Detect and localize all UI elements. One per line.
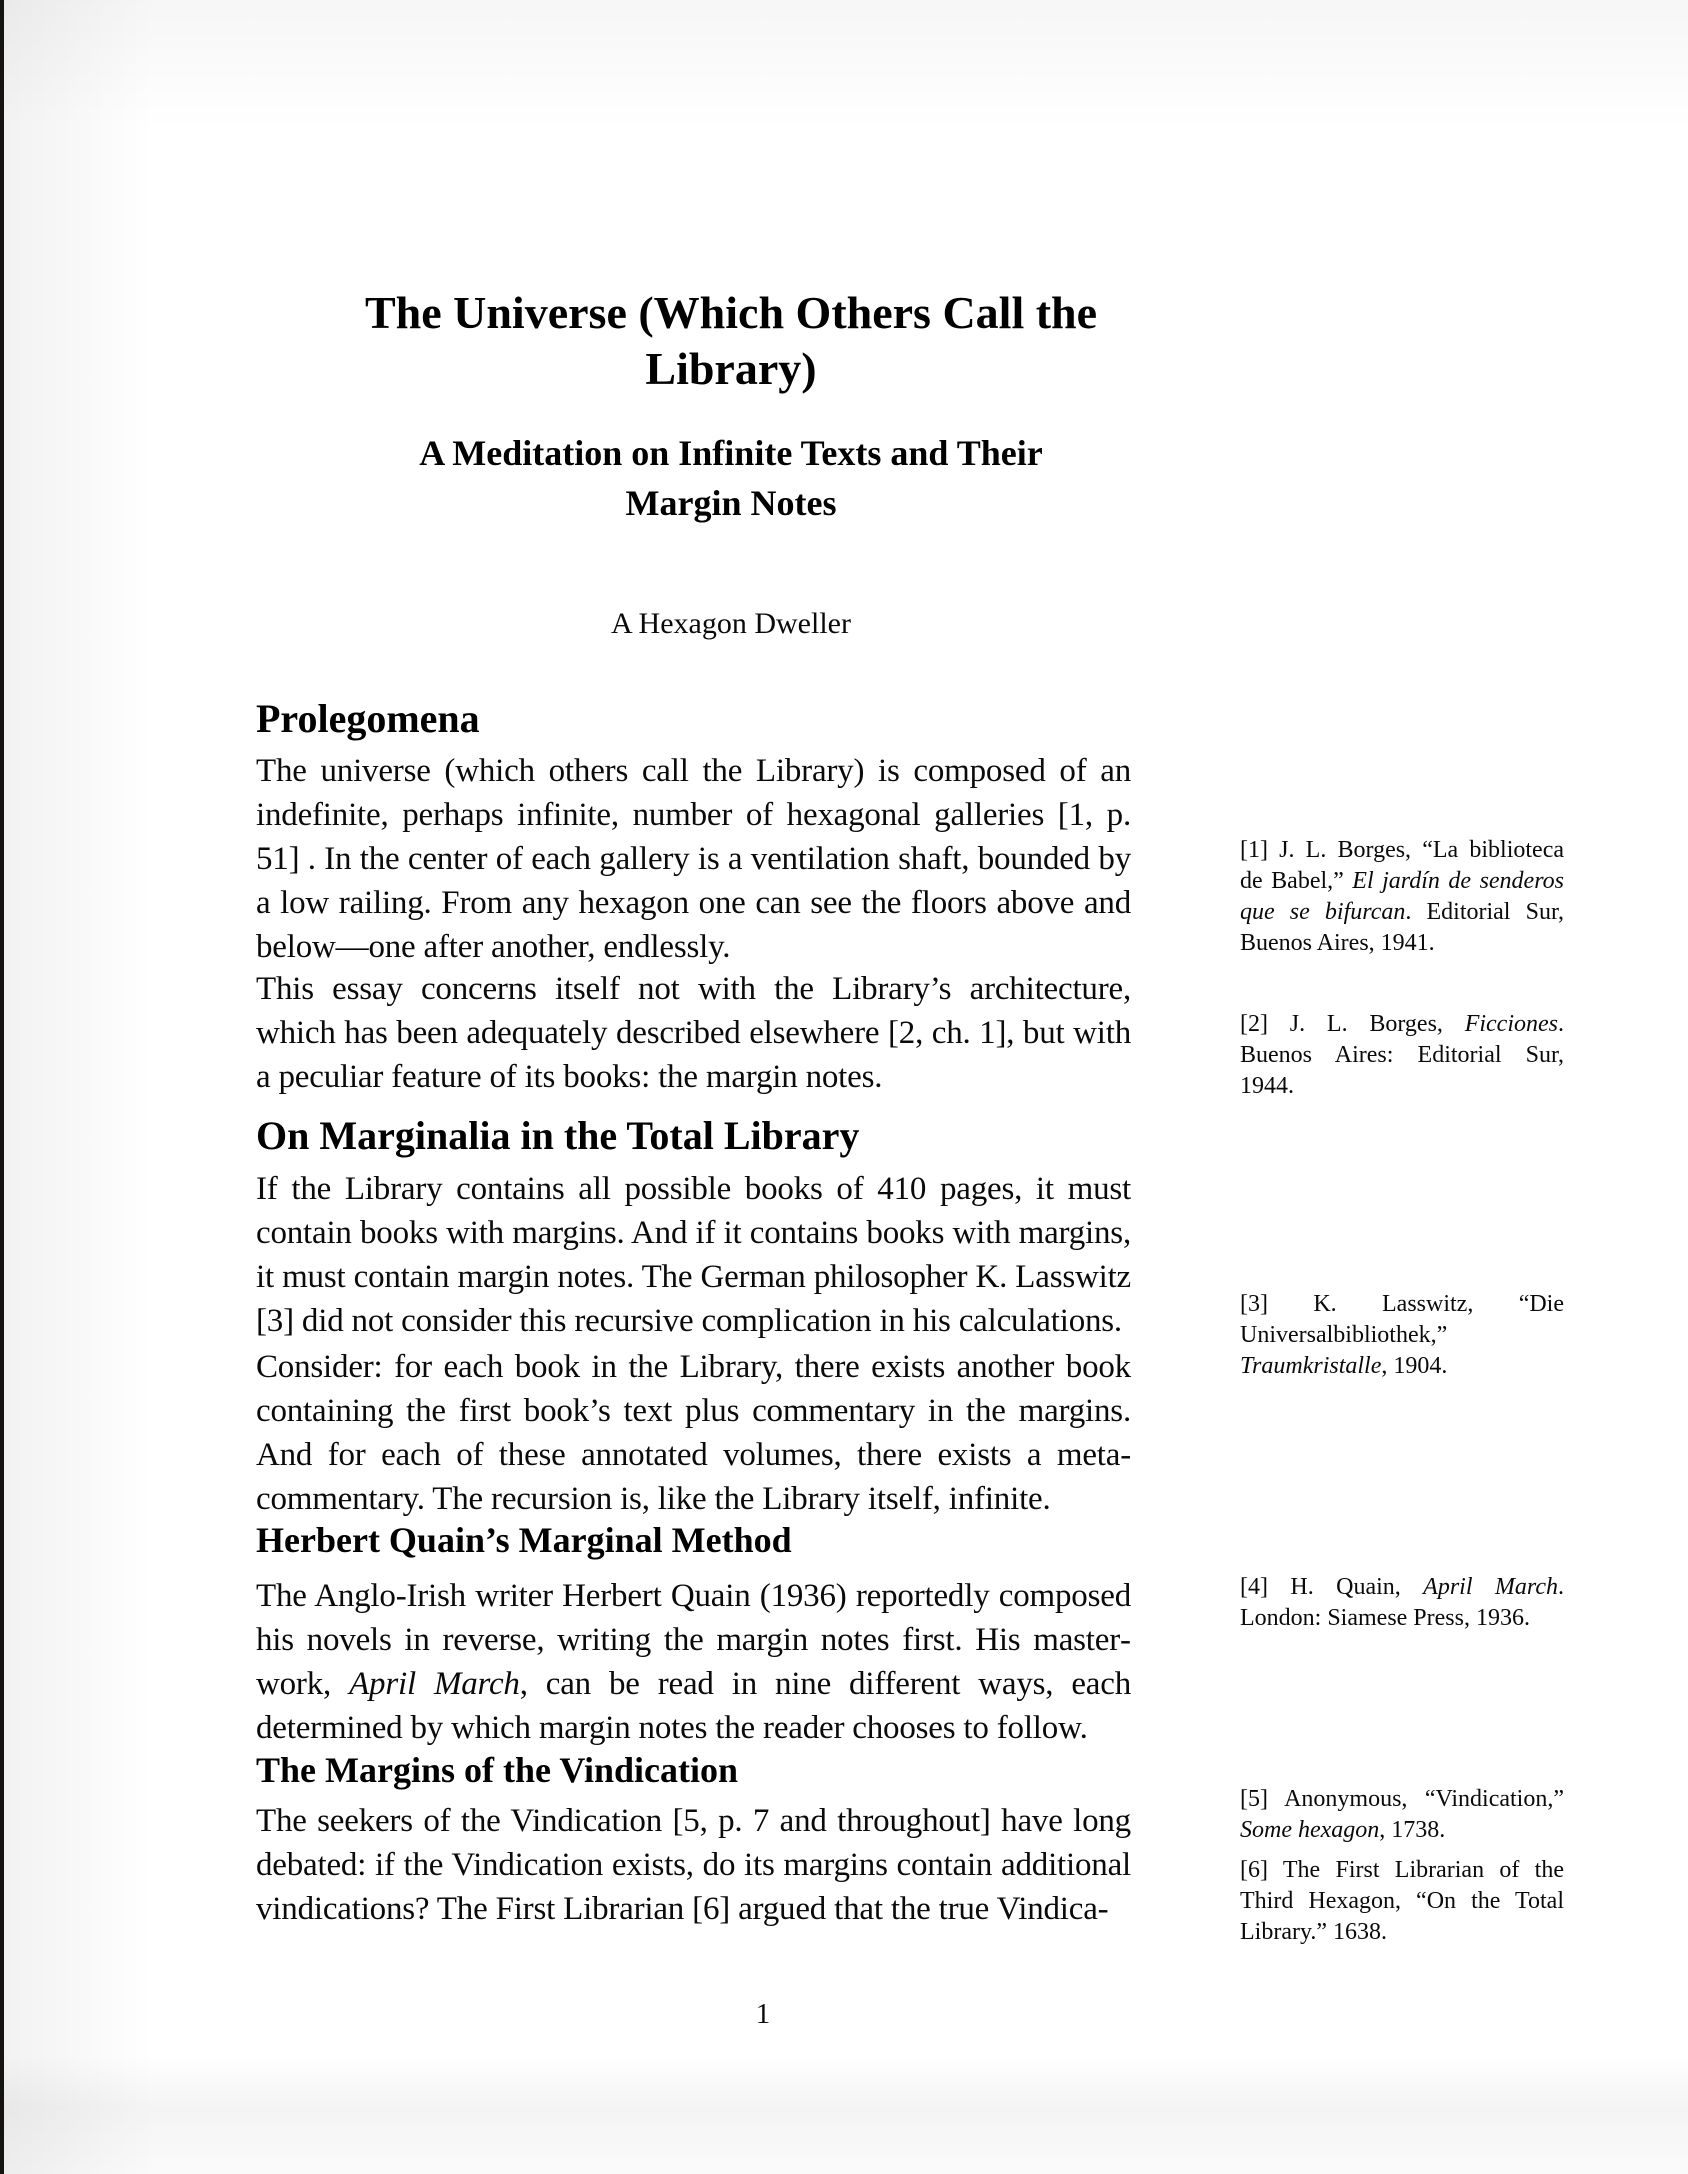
left-gradient-shading [4, 0, 154, 2174]
page-subtitle [256, 428, 1206, 528]
margin-note-4: [4] H. Quain, April March. London: Siamese Press, 1936. [1240, 1574, 1564, 1631]
paragraph: Consider: for each book in the Library, there exists another book containing the first book’s text plus commentary in the margins. And for each of these annotated volumes, there exists a meta-commentary. The recursion is, like the Library itself, infinite. [256, 1349, 1131, 1517]
bottom-gradient-shading [0, 2054, 1688, 2174]
margin-note-3: [3] K. Lasswitz, “Die Universalbibliothek,” Traumkristalle, 1904. [1240, 1291, 1564, 1379]
section-heading-prolegomena: Prolegomena [256, 696, 480, 741]
section-heading-marginalia: On Marginalia in the Total Library [256, 1113, 860, 1158]
margin-note-2: [2] J. L. Borges, Ficciones. Buenos Aires: Editorial Sur, 1944. [1240, 1011, 1564, 1099]
top-gradient-shading [0, 0, 1688, 130]
paragraph: The seekers of the Vindication [5, p. 7 and throughout] have long debated: if the Vindication exists, do its margins contain additional vindications? The First Librarian [6] argued that the true Vindica- [256, 1803, 1131, 1927]
page-title [256, 285, 1206, 397]
page-left-edge [0, 0, 4, 2174]
paragraph: This essay concerns itself not with the Library’s architecture, which has been adequately described elsewhere [2, ch. 1], but with a peculiar feature of its books: the margin notes. [256, 971, 1131, 1095]
paragraph: The Anglo-Irish writer Herbert Quain (1936) reportedly composed his novels in reverse, writing the margin notes first. His masterwork, April March, can be read in nine different ways, each determined by which margin notes the reader chooses to follow. [256, 1578, 1131, 1746]
paragraph: The universe (which others call the Library) is composed of an indefinite, perhaps infinite, number of hexagonal galleries [1, p. 51] . In the center of each gallery is a ventilation shaft, bounded by a low railing. From any hexagon one can see the floors above and below—one after another, endlessly. [256, 753, 1131, 965]
subsection-heading-quain: Herbert Quain’s Marginal Method [256, 1520, 792, 1560]
page-number: 1 [755, 1998, 771, 2030]
author: A Hexagon Dweller [611, 607, 851, 640]
paragraph: If the Library contains all possible books of 410 pages, it must contain books with margins. And if it contains books with margins, it must contain margin notes. The German philosopher K. Lasswitz [3] did not consider this recursive complication in his calculations. [256, 1171, 1131, 1339]
subsection-heading-vindication: The Margins of the Vindication [256, 1750, 739, 1790]
page-title-text: The Universe (Which Others Call the Library) [364, 287, 1098, 394]
margin-note-5: [5] Anonymous, “Vindication,” Some hexagon, 1738. [1240, 1786, 1564, 1843]
page-subtitle-text: A Meditation on Infinite Texts and Their Margin Notes [419, 433, 1043, 523]
margin-note-6: [6] The First Librarian of the Third Hexagon, “On the Total Library.” 1638. [1240, 1857, 1564, 1945]
margin-note-1: [1] J. L. Borges, “La biblioteca de Babel,” El jardín de senderos que se bifurcan. Editorial Sur, Buenos Aires, 1941. [1240, 837, 1564, 956]
